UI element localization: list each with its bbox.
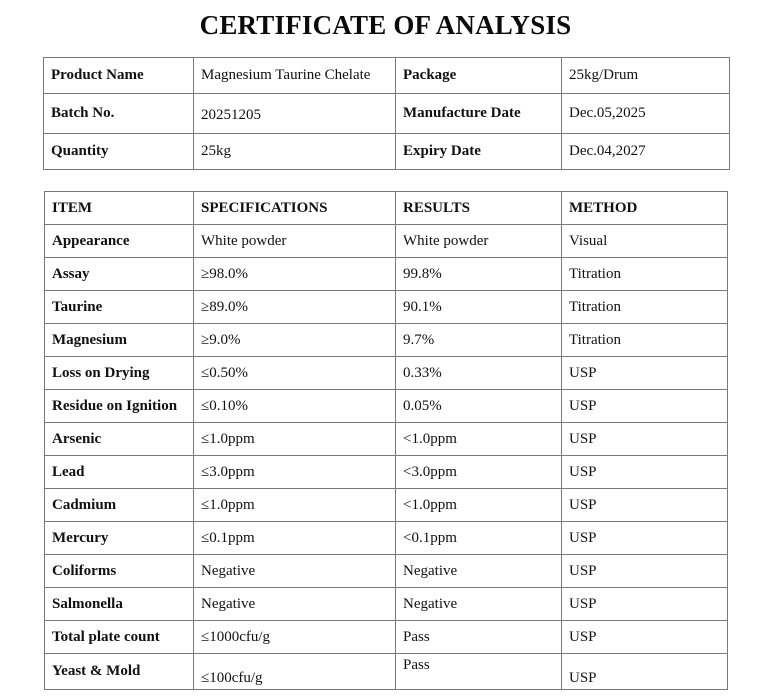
item-name: Appearance xyxy=(45,225,194,258)
item-name: Loss on Drying xyxy=(45,357,194,390)
header-results: RESULTS xyxy=(396,192,562,225)
header-item: ITEM xyxy=(45,192,194,225)
document-title: CERTIFICATE OF ANALYSIS xyxy=(199,10,572,40)
value-package: 25kg/Drum xyxy=(562,58,730,94)
value-expiry-date: Dec.04,2027 xyxy=(562,134,730,170)
product-info-table xyxy=(43,57,730,170)
table-row xyxy=(45,225,728,258)
value-quantity: 25kg xyxy=(194,134,396,170)
item-method: USP xyxy=(562,456,728,489)
item-name: Total plate count xyxy=(45,621,194,654)
label-package: Package xyxy=(396,58,562,94)
table-row xyxy=(45,489,728,522)
item-result: <1.0ppm xyxy=(396,423,562,456)
value-product-name: Magnesium Taurine Chelate xyxy=(194,58,396,94)
item-specification: Negative xyxy=(194,588,396,621)
table-row xyxy=(45,654,728,690)
item-result: Negative xyxy=(396,555,562,588)
table-row xyxy=(45,324,728,357)
header-specifications: SPECIFICATIONS xyxy=(194,192,396,225)
item-specification: White powder xyxy=(194,225,396,258)
info-row-product-name xyxy=(44,58,730,94)
item-method: USP xyxy=(562,522,728,555)
item-method: USP xyxy=(562,621,728,654)
header-method: METHOD xyxy=(562,192,728,225)
item-result: 0.33% xyxy=(396,357,562,390)
item-result: Pass xyxy=(396,621,562,654)
item-result: <3.0ppm xyxy=(396,456,562,489)
item-result: 9.7% xyxy=(396,324,562,357)
analysis-results-table xyxy=(44,191,728,690)
label-product-name: Product Name xyxy=(44,58,194,94)
item-specification: ≥98.0% xyxy=(194,258,396,291)
item-specification: ≤0.50% xyxy=(194,357,396,390)
item-result: <0.1ppm xyxy=(396,522,562,555)
label-expiry-date: Expiry Date xyxy=(396,134,562,170)
item-name: Yeast & Mold xyxy=(45,654,194,690)
item-result: 0.05% xyxy=(396,390,562,423)
info-row-batch xyxy=(44,94,730,134)
item-name: Lead xyxy=(45,456,194,489)
item-result: 99.8% xyxy=(396,258,562,291)
table-row xyxy=(45,456,728,489)
table-row xyxy=(45,423,728,456)
info-row-quantity xyxy=(44,134,730,170)
item-method: Visual xyxy=(562,225,728,258)
table-row xyxy=(45,588,728,621)
label-quantity: Quantity xyxy=(44,134,194,170)
item-method: USP xyxy=(562,423,728,456)
item-method: Titration xyxy=(562,258,728,291)
item-specification: ≤1.0ppm xyxy=(194,423,396,456)
table-row xyxy=(45,390,728,423)
item-name: Assay xyxy=(45,258,194,291)
item-name: Salmonella xyxy=(45,588,194,621)
table-row xyxy=(45,621,728,654)
table-row xyxy=(45,258,728,291)
item-name: Magnesium xyxy=(45,324,194,357)
item-name: Arsenic xyxy=(45,423,194,456)
item-name: Cadmium xyxy=(45,489,194,522)
item-name: Residue on Ignition xyxy=(45,390,194,423)
value-batch-no: 20251205 xyxy=(194,94,396,134)
table-row xyxy=(45,291,728,324)
item-method: USP xyxy=(562,489,728,522)
item-result: 90.1% xyxy=(396,291,562,324)
item-method: Titration xyxy=(562,324,728,357)
label-batch-no: Batch No. xyxy=(44,94,194,134)
item-specification: ≥89.0% xyxy=(194,291,396,324)
item-method: USP xyxy=(562,357,728,390)
item-specification: ≤100cfu/g xyxy=(194,654,396,690)
item-result: White powder xyxy=(396,225,562,258)
table-row xyxy=(45,357,728,390)
item-specification: ≤1.0ppm xyxy=(194,489,396,522)
item-method: Titration xyxy=(562,291,728,324)
item-method: USP xyxy=(562,390,728,423)
table-header-row xyxy=(45,192,728,225)
item-result: Pass xyxy=(396,654,562,690)
item-result: Negative xyxy=(396,588,562,621)
item-method: USP xyxy=(562,555,728,588)
table-row xyxy=(45,522,728,555)
item-result: <1.0ppm xyxy=(396,489,562,522)
label-manufacture-date: Manufacture Date xyxy=(396,94,562,134)
item-specification: ≤3.0ppm xyxy=(194,456,396,489)
table-row xyxy=(45,555,728,588)
item-specification: ≥9.0% xyxy=(194,324,396,357)
item-method: USP xyxy=(562,588,728,621)
item-method: USP xyxy=(562,654,728,690)
item-name: Mercury xyxy=(45,522,194,555)
item-name: Coliforms xyxy=(45,555,194,588)
item-specification: ≤1000cfu/g xyxy=(194,621,396,654)
item-specification: Negative xyxy=(194,555,396,588)
item-specification: ≤0.10% xyxy=(194,390,396,423)
value-manufacture-date: Dec.05,2025 xyxy=(562,94,730,134)
item-name: Taurine xyxy=(45,291,194,324)
item-specification: ≤0.1ppm xyxy=(194,522,396,555)
